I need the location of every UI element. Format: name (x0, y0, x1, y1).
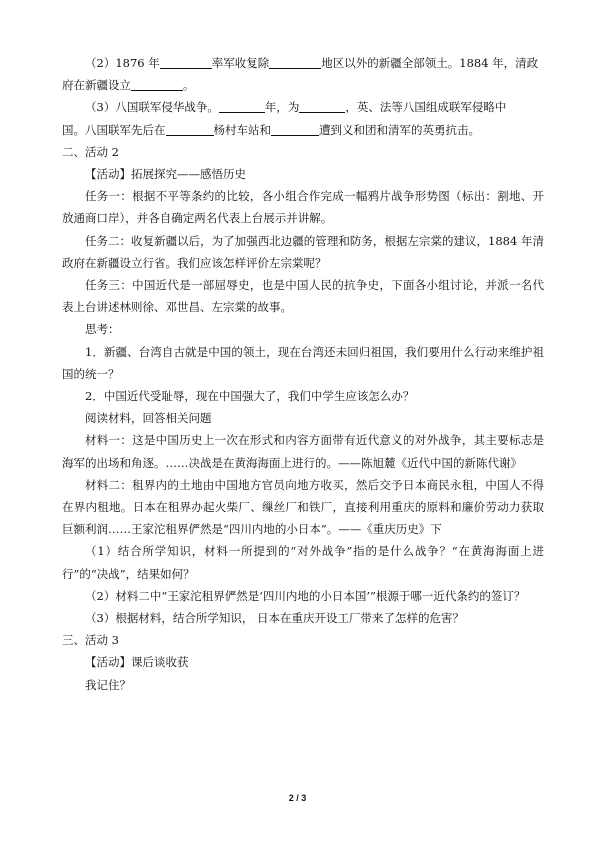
activity-2-heading: 【活动】拓展探究——感悟历史 (85, 167, 246, 182)
answer-blank[interactable] (271, 123, 319, 136)
material-question-2: （2）材料二中“王家沱租界俨然是‘四川内地的小日本国’”根源于哪一近代条约的签订？ (85, 588, 526, 603)
answer-blank[interactable] (166, 123, 214, 136)
text-segment: 府在新疆设立 (62, 78, 131, 93)
page-number: 2 / 3 (288, 793, 307, 803)
task-3: 任务三：中国近代是一部屈辱史，也是中国人民的抗争史，下面各小组讨论，并派一名代表上台讲述林则徐、邓世昌、左宗棠的故事。 (62, 278, 544, 315)
answer-blank[interactable] (269, 56, 321, 69)
text-segment: 地区以外的新疆全部领土。1884 年，清政 (321, 56, 539, 70)
material-question-3: （3）根据材料，结合所学知识， 日本在重庆开设工厂带来了怎样的危害？ (85, 611, 464, 626)
text-segment: ，英、法等八国组成联军侵略中 (345, 100, 507, 115)
question-2-line-2 (62, 74, 544, 96)
text-segment: 遭到义和团和清军的英勇抗击。 (319, 122, 480, 137)
answer-blank[interactable] (299, 100, 345, 113)
text-segment: 国。八国联军先后在 (62, 122, 166, 137)
material-1: 材料一：这是中国历史上一次在形式和内容方面带有近代意义的对外战争，其主要标志是海军的出场和角逐。……决战是在黄海海面上进行的。——陈旭麓《近代中国的新陈代谢》 (62, 433, 544, 470)
text-segment: 杨村车站和 (213, 122, 271, 137)
answer-blank[interactable] (160, 56, 212, 69)
think-label: 思考： (85, 322, 120, 337)
text-segment: （2）1876 年 (85, 56, 160, 70)
remember-prompt: 我记住？ (85, 677, 131, 692)
material-question-1: （1）结合所学知识，材料一所提到的“对外战争”指的是什么战争？“在黄海海面上进行”的“决战”，结果如何？ (62, 544, 544, 581)
section-2-title: 二、活动 2 (62, 144, 119, 159)
section-3-title: 三、活动 3 (62, 633, 119, 648)
answer-blank[interactable] (219, 100, 265, 113)
reading-prompt: 阅读材料，回答相关问题 (85, 411, 212, 426)
think-question-1: 1．新疆、台湾自古就是中国的领土，现在台湾还未回归祖国，我们要用什么行动来维护祖国的统一？ (62, 344, 544, 381)
task-2: 任务二：收复新疆以后，为了加强西北边疆的管理和防务，根据左宗棠的建议，1884 年清政府在新疆设立行省。我们应该怎样评价左宗棠呢？ (62, 233, 544, 270)
page-content (62, 52, 544, 696)
text-segment: 率军收复除 (211, 56, 270, 70)
question-3-line-1 (62, 96, 544, 118)
text-segment: 年，为 (264, 100, 300, 115)
think-question-2: 2．中国近代受耻辱，现在中国强大了，我们中学生应该怎么办？ (85, 389, 415, 404)
text-segment: （3）八国联军侵华战争。 (85, 100, 219, 115)
answer-blank[interactable] (131, 78, 183, 91)
text-segment: 。 (183, 78, 195, 93)
question-3-line-2 (62, 119, 544, 141)
task-1: 任务一：根据不平等条约的比较，各小组合作完成一幅鸦片战争形势图（标出：割地、开放通商口岸），并各自确定两名代表上台展示并讲解。 (62, 189, 544, 226)
material-2: 材料二：租界内的土地由中国地方官员向地方收买，然后交予日本商民永租，中国人不得在界内租地。日本在租界办起火柴厂、缫丝厂和铁厂，直接利用重庆的原料和廉价劳动力获取巨额利润……王家沱租界俨然是“四川内地的小日本”。——《重庆历史》下 (62, 477, 544, 537)
question-2-line-1 (62, 52, 544, 74)
activity-3-heading: 【活动】课后谈收获 (85, 655, 189, 670)
